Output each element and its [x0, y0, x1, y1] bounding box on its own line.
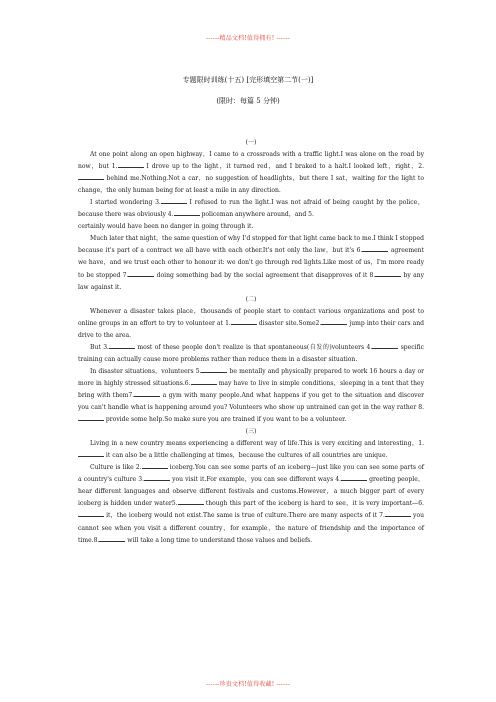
- passage-paragraph: [78, 306, 424, 342]
- answer-blank[interactable]: [191, 378, 217, 385]
- answer-blank[interactable]: [385, 510, 411, 517]
- footer-banner: ------珍贵文档!值得收藏! ------: [206, 681, 290, 688]
- passage-text: Much later that night，the same question of why I'd stopped for that light came back to me.I think I stopped because it's part of a contract we all have with each other.It's not only the law，but it's 6.: [78, 235, 424, 255]
- answer-blank[interactable]: [128, 270, 154, 277]
- answer-blank[interactable]: [144, 474, 170, 481]
- passage-paragraph: [78, 366, 424, 426]
- passage-text: behind me.Nothing.Not a car，no suggestion of headlights，but there I sat，waiting for the light to change，the only human being for at least a mile in any direction.: [78, 175, 424, 195]
- passage-text: by any law against it.: [78, 271, 425, 291]
- answer-blank[interactable]: [134, 390, 160, 397]
- passage-text: it can also be a little challenging at times，because the cultures of all countries are unique.: [104, 452, 388, 460]
- passage-text: specific training can actually cause more problems rather than reduce them in a disaster situation.: [78, 343, 424, 363]
- passage-paragraph: [78, 438, 424, 462]
- answer-blank[interactable]: [99, 535, 125, 542]
- passage-text: you cannot see when you visit a different country，for example，the nature of friendship and the importance of time.8.: [78, 512, 424, 544]
- answer-blank[interactable]: [78, 173, 104, 180]
- passage-text: At one point along an open highway，I came to a crossroads with a traffic light.I was alone on the road by now，but 1.: [78, 151, 424, 171]
- passage-text: I refused to run the light.I was not afraid of being caught by the police，because there was obviously 4.: [78, 199, 424, 219]
- answer-blank[interactable]: [201, 366, 227, 373]
- passage-text: a gym with many people.And what happens if you get to the situation and discover you can't handle what is happening around you? Volunteers who show up untrained can get in the way rather 8.: [78, 391, 424, 412]
- passage-text: most of these people don't realize is that spontaneous(自发的)volunteers 4.: [134, 343, 373, 351]
- passage-text: policeman anywhere around，and 5.: [199, 211, 314, 219]
- time-limit-subtitle: (限时：每篇 5 分钟): [216, 97, 280, 105]
- passage-paragraph: [78, 221, 424, 233]
- passage-text: doing something bad by the social agreement that disapproves of it 8.: [154, 271, 376, 279]
- passage-text: Whenever a disaster takes place，thousands of people start to contact various organizations and post to online groups in an effort to try to volunteer at 1.: [78, 307, 424, 327]
- answer-blank[interactable]: [78, 414, 104, 421]
- passage-paragraph: [78, 149, 424, 197]
- answer-blank[interactable]: [142, 462, 168, 469]
- passage-paragraph: [78, 342, 424, 366]
- passage-text: you visit it.For example，you can see different ways 4.: [170, 476, 342, 484]
- header-banner: ------精品文档!值得拥有! ------: [206, 35, 290, 42]
- passage-text: will take a long time to understand those values and beliefs.: [125, 536, 313, 544]
- passage-text: jump into their cars and drive to the area.: [78, 319, 424, 339]
- section-heading: (一): [245, 139, 257, 146]
- answer-blank[interactable]: [78, 510, 104, 517]
- answer-blank[interactable]: [362, 245, 388, 252]
- passage-text: Living in a new country means experiencing a different way of life.This is very exciting and interesting，1.: [90, 440, 424, 448]
- answer-blank[interactable]: [321, 318, 347, 325]
- passage-text: certainly would have been no danger in going through it.: [78, 223, 254, 231]
- passage-text: I drove up to the light，it turned red，and I braked to a halt.I looked left，right，2.: [143, 163, 424, 171]
- answer-blank[interactable]: [178, 498, 204, 505]
- answer-blank[interactable]: [174, 209, 200, 216]
- section-heading: (三): [245, 428, 257, 436]
- answer-blank[interactable]: [161, 197, 187, 204]
- passage-text: agreement we have，and we trust each other to honour it: we don't go through red lights.Like most of us，I'm more ready to be stopped 7.: [78, 247, 424, 279]
- passage-text: disaster site.Some2.: [256, 319, 322, 327]
- passage-text: though this part of the iceberg is hard to see，it is very important—6.: [203, 500, 424, 508]
- answer-blank[interactable]: [118, 161, 144, 168]
- exercise-body: [78, 137, 424, 547]
- answer-blank[interactable]: [78, 450, 104, 457]
- passage-text: I started wondering 3.: [90, 199, 161, 207]
- passage-text: provide some help.So make sure you are trained if you want to be a volunteer.: [104, 416, 347, 424]
- passage-text: be mentally and physically prepared to work 16 hours a day or more in highly stressed situations.6.: [78, 367, 424, 387]
- answer-blank[interactable]: [375, 270, 401, 277]
- passage-text: But 3.: [90, 343, 109, 351]
- passage-text: Culture is like 2.: [90, 464, 142, 472]
- passage-text: iceberg.You can see some parts of an iceberg—just like you can see some parts of a country's culture 3.: [78, 464, 424, 484]
- page-title: 专题限时训练(十五) [完形填空第二节(一)]: [182, 76, 314, 84]
- passage-text: may have to live in simple conditions，sleeping in a tent that they bring with them7.: [78, 379, 424, 399]
- answer-blank[interactable]: [231, 318, 257, 325]
- passage-text: it，the iceberg would not exist.The same is true of culture.There are many aspects of it 7.: [104, 512, 385, 520]
- answer-blank[interactable]: [341, 474, 367, 481]
- answer-blank[interactable]: [109, 342, 135, 349]
- passage-paragraph: [78, 197, 424, 221]
- section-heading: (二): [245, 295, 257, 303]
- passage-paragraph: [78, 462, 424, 546]
- passage-text: In disaster situations，volunteers 5.: [90, 367, 202, 375]
- passage-paragraph: [78, 233, 424, 293]
- answer-blank[interactable]: [372, 342, 398, 349]
- passage-text: greeting people，hear different languages and observe different festivals and customs.However，a much bigger part of every iceberg is hidden under water5.: [78, 476, 424, 508]
